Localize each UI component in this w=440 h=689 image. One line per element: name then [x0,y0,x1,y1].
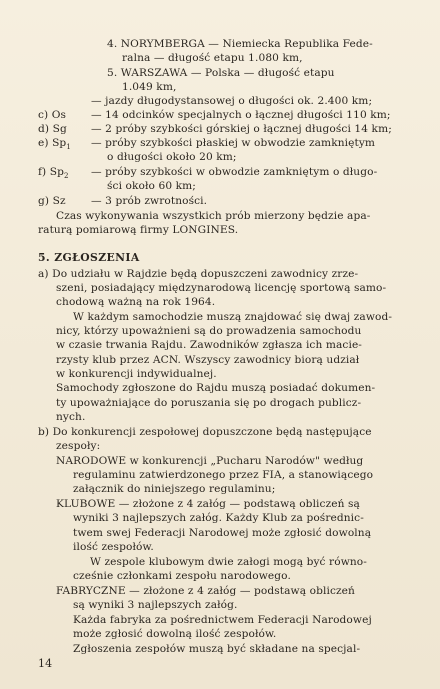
para-b-line: KLUBOWE — złożone z 4 załóg — podstawą obliczeń są [56,498,360,510]
para-a-line: chodową ważną na rok 1964. [56,296,216,308]
para-b-line: załącznik do niniejszego regulaminu; [73,483,276,495]
para-a-line: w konkurencji indywidualnej. [56,368,217,380]
para-b-line: cześnie członkami zespołu narodowego. [73,570,291,582]
test-d-label: d) Sg [38,123,67,135]
para-b-line: NARODOWE w konkurencji „Pucharu Narodów" według [56,455,364,467]
test-c-text: — 14 odcinków specjalnych o łącznej długości 110 km; [91,109,391,121]
stage-4-line-1: 4. NORYMBERGA — Niemiecka Republika Fede- [107,38,373,50]
para-b-line: regulaminu zatwierdzonego przez FIA, a stanowiącego [73,469,374,481]
para-b-line: są wyniki 3 najlepszych załóg. [73,599,238,611]
test-e-text-2: o długości około 20 km; [107,151,237,163]
test-e-label [38,137,71,154]
para-b-line: Każda fabryka za pośrednictwem Federacji Narodowej [73,614,372,626]
stage-5-line-2: 1.049 km, [122,81,177,93]
para-b-line: twem swej Federacji Narodowej może zgłosić dowolną [73,527,372,539]
test-e-label-text: e) Sp [38,137,67,149]
para-b-line: b) Do konkurencji zespołowej dopuszczone będą następujące [38,426,372,438]
test-c-label: c) Os [38,109,67,121]
test-d-text: — 2 próby szybkości górskiej o łącznej długości 14 km; [91,123,392,135]
para-a-line: Samochody zgłoszone do Rajdu muszą posiadać dokumen- [56,382,376,394]
stage-5-line-1: 5. WARSZAWA — Polska — długość etapu [107,67,335,79]
test-e-subscript: 1 [66,143,71,152]
test-f-text-2: ści około 60 km; [107,180,196,192]
para-b-line: wyniki 3 najlepszych załóg. Każdy Klub za pośrednic- [73,512,364,524]
long-distance-line: — jazdy długodystansowej o długości ok. 2.400 km; [91,95,373,107]
test-f-text-1: — próby szybkości w obwodzie zamkniętym o długo- [91,166,378,178]
timing-line-2: raturą pomiarową firmy LONGINES. [38,224,239,236]
para-b-line: może zgłosić dowolną ilość zespołów. [73,628,277,640]
page-number: 14 [38,657,53,670]
section-heading: 5. ZGŁOSZENIA [38,251,140,264]
para-b-line: Zgłoszenia zespołów muszą być składane na specjal- [73,643,361,655]
test-f-label [38,166,69,183]
para-b-line: zespoły: [56,440,101,452]
para-a-line: w czasie trwania Rajdu. Zawodników zgłasza ich macie- [56,339,362,351]
para-a-line: nych. [56,411,86,423]
test-f-label-text: f) Sp [38,166,64,178]
para-b-line: ilość zespołów. [73,541,154,553]
para-a-line: ty upoważniające do poruszania się po drogach publicz- [56,397,362,409]
para-a-line: W każdym samochodzie muszą znajdować się dwaj zawod- [73,311,393,323]
test-e-text-1: — próby szybkości płaskiej w obwodzie zamkniętym [91,137,376,149]
test-f-subscript: 2 [63,172,69,181]
test-g-text: — 3 prób zwrotności. [91,195,208,207]
test-g-label: g) Sz [38,195,66,207]
para-a-line: nicy, którzy upoważnieni są do prowadzenia samochodu [56,325,362,337]
para-a-line: szeni, posiadający międzynarodową licencję sportową samo- [56,282,387,294]
para-b-line: FABRYCZNE — złożone z 4 załóg — podstawą obliczeń [56,585,355,597]
para-b-line: W zespole klubowym dwie załogi mogą być równo- [90,556,367,568]
para-a-line: a) Do udziału w Rajdzie będą dopuszczeni zawodnicy zrze- [38,268,359,280]
para-a-line: rzysty klub przez ACN. Wszyscy zawodnicy biorą udział [56,354,360,366]
stage-4-line-2: ralna — długość etapu 1.080 km, [122,52,303,64]
timing-line-1: Czas wykonywania wszystkich prób mierzony będzie apa- [56,210,371,222]
